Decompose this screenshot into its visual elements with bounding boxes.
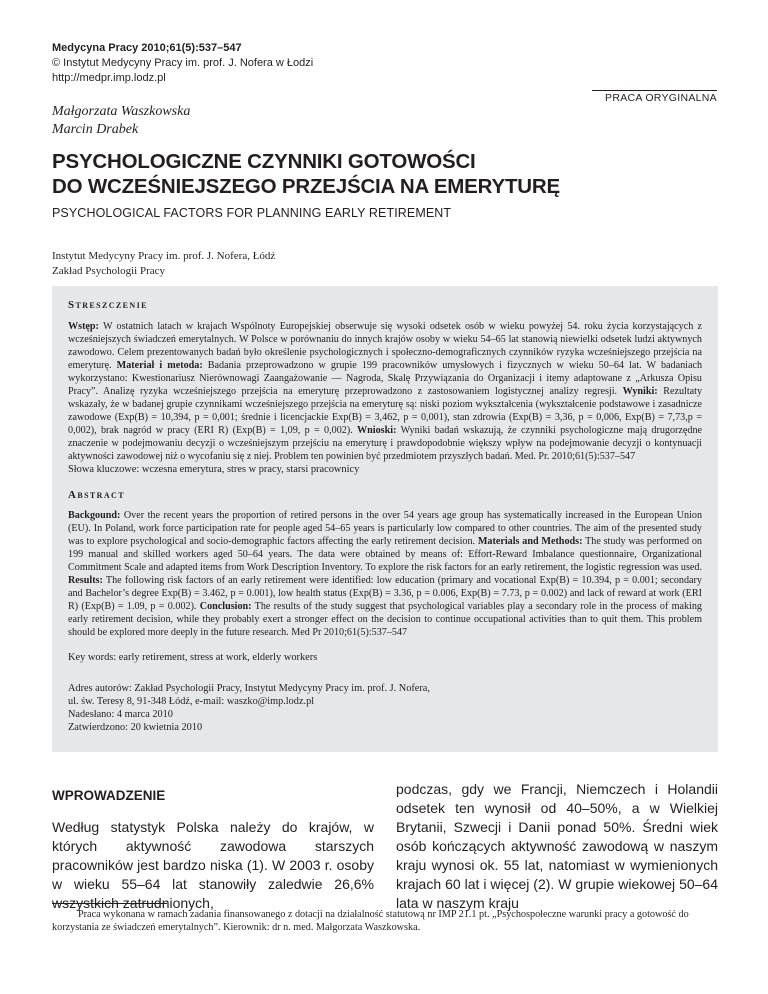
methods-text-en: The study was performed on 199 manual and skilled workers aged 50–64 years. The data were obtained by means of: Effort-Reward Imbalance questionnaire, Organizational Commitment Scale and adapted items from Work Description Inventory. To explore the risk factors for an early retirement, the logistic regression was used. [68,536,702,573]
results-text: Rezultaty wskazały, że w badanej grupie czynnikami wcześniejszego przejścia na emeryturę są: niski poziom wykształcenia (wykształcenie podstawowe i zasadnicze zawodowe (Exp(B) = 10,394, p = 0,001; średnie i licencjackie Exp(B) = 3,462, p = 0,001), stan zdrowia (Exp(B) = 3,36, p = 0,006, Exp(B) = 7,73,p = 0,002), brak nagród w pracy (ERI R) (Exp(B) = 1,09, p = 0,002). [68,386,703,436]
affiliation-line: Zakład Psychologii Pracy [52,265,166,277]
footnote: Praca wykonana w ramach zadania finansowanego z dotacji na działalność statutową nr IMP 21.1 pt. „Psychospołeczne warunki pracy a gotowość do korzystania ze świadczeń emerytalnych”. Kierownik: dr n. med. Małgorzata Waszkowska. [52,909,689,933]
background-text: Over the recent years the proportion of retired persons in the over 54 years age group has systematically increased in the European Union (EU). In Poland, work force participation rate for people aged 54–65 years is particularly low compared to other countries. The aim of the presented study was to explore psychological and socio-demographic factors affecting the early retirement decision. [68,510,703,547]
conclusions-label: Wnioski: [357,425,397,436]
footnote-divider [52,903,167,904]
abstract-box [52,286,718,752]
body-column-left: Według statystyk Polska należy do krajów, w których aktywność zawodowa starszych pracowników jest bardzo niska (1). W 2003 r. osoby w wieku 55–64 lat stanowiły zaledwie 26,6% wszystkich zatrudnionych, [52,819,374,911]
conclusion-text-en: The results of the study suggest that psychological variables play a secondary role in the process of making early retirement decision, while they probably exert a stronger effect on the decision to continue occupational activities than to quit them. This problem should be explored more deeply in the future research. Med Pr 2010;61(5):537–547 [68,601,702,638]
body-column-right: podczas, gdy we Francji, Niemczech i Holandii odsetek ten wynosił od 40–50%, a w Wielkiej Brytanii, Szwecji i Danii ponad 50%. Średni wiek osób kończących aktywność zawodową w naszym kraju wynosi ok. 55 lat, natomiast w wymienionych krajach 60 lat i więcej (2). W grupie wiekowej 50–64 lata w naszym kraju [396,781,718,911]
streszczenie-heading: Streszczenie [68,299,148,311]
results-label-en: Results: [68,575,103,586]
abstract-heading: Abstract [68,489,125,501]
keywords-en: Key words: early retirement, stress at work, elderly workers [68,652,318,663]
intro-label: Wstęp: [68,321,99,332]
conclusions-text: Wyniki badań wskazują, że czynniki psychologiczne mają drugorzędne znaczenie w podejmowaniu decyzji o wcześniejszym przejściu na emeryturę i prawdopodobnie większy wpływ na podejmowanie decyzji o kontynuacji aktywności zawodowej niż o wycofaniu się z niej. Problem ten powinien być przedmiotem przyszłych badań. Med. Pr. 2010;61(5):537–547 [68,425,703,462]
methods-text: Badania przeprowadzono w grupie 199 pracowników umysłowych i fizycznych w wieku 50–64 lat. W badaniach wykorzystano: Kwestionariusz Nierównowagi Zaangażowanie — Nagroda, Skalę Przywiązania do Organizacji i itemy adaptowane z „Arkusza Opisu Pracy”. Analizę ryzyka wcześniejszego przejścia na emeryturę przeprowadzono z zastosowaniem logistycznej analizy regresji. [68,360,703,397]
abstract-text [68,509,702,639]
journal-url[interactable]: http://medpr.imp.lodz.pl [52,72,166,84]
address-line: ul. św. Teresy 8, 91-348 Łódź, e-mail: waszko@imp.lodz.pl [68,696,315,707]
conclusion-label-en: Conclusion: [199,601,252,612]
author-list [52,103,190,139]
title-line: PSYCHOLOGICZNE CZYNNIKI GOTOWOŚCI [52,150,476,173]
journal-copyright: © Instytut Medycyny Pracy im. prof. J. Nofera w Łodzi [52,57,314,69]
methods-label: Materiał i metoda: [116,360,203,371]
intro-text: W ostatnich latach w krajach Wspólnoty Europejskiej obserwuje się wysoki odsetek osób w wieku powyżej 54. roku życia korzystających z wcześniejszych świadczeń emerytalnych. W Polsce w porównaniu do innych krajów osoby w wieku 54–65 lat stanowią niewielki odsetek ludzi aktywnych zawodowo. Celem prezentowanych badań było określenie psychologicznych i społeczno-demograficznych czynników ryzyka wcześniejszego przejścia na emeryturę. [68,321,702,371]
affiliation [52,249,275,279]
approved-date: Zatwierdzono: 20 kwietnia 2010 [68,722,203,733]
received-date: Nadesłano: 4 marca 2010 [68,709,173,720]
author-name: Marcin Drabek [52,122,139,137]
results-text-en: The following risk factors of an early retirement were identified: low education (primary and vocational Exp(B) = 10.394, p = 0.001; secondary and Bachelor’s degree Exp(B) = 3.462, p = 0.001), low health status (Exp(B) = 3.36, p = 0.006, Exp(B) = 7.73, p = 0.002) and lack of reward at work (ERI R) (Exp(B) = 1.09, p = 0.002). [68,575,702,612]
article-title-english: PSYCHOLOGICAL FACTORS FOR PLANNING EARLY RETIREMENT [52,206,452,220]
results-label: Wyniki: [622,386,658,397]
article-title [52,149,612,199]
streszczenie-text [68,320,702,463]
journal-citation: Medycyna Pracy 2010;61(5):537–547 [52,42,242,54]
article-type-label: PRACA ORYGINALNA [592,90,717,104]
journal-header [52,41,452,86]
methods-label-en: Materials and Methods: [477,536,583,547]
background-label: Backgound: [68,510,121,521]
affiliation-line: Instytut Medycyny Pracy im. prof. J. Nofera, Łódź [52,250,276,262]
title-line: DO WCZEŚNIEJSZEGO PRZEJŚCIA NA EMERYTURĘ [52,175,560,198]
author-address [68,682,702,734]
author-name: Małgorzata Waszkowska [52,104,191,119]
keywords-pl: Słowa kluczowe: wczesna emerytura, stres w pracy, starsi pracownicy [68,464,360,475]
section-heading: WPROWADZENIE [52,788,166,803]
address-line: Adres autorów: Zakład Psychologii Pracy, Instytut Medycyny Pracy im. prof. J. Nofera, [68,683,430,694]
